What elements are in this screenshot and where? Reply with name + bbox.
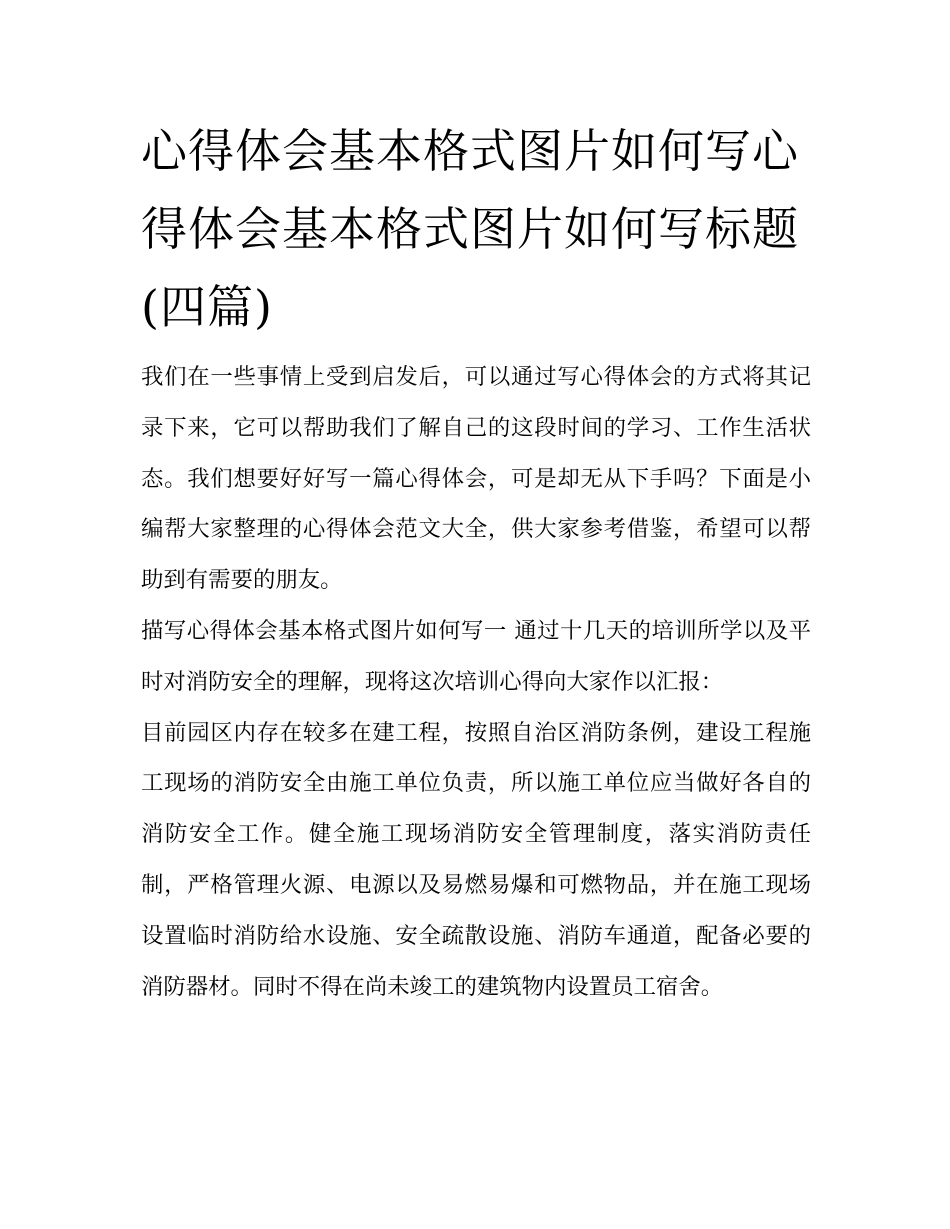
intro-paragraph: 我们在一些事情上受到启发后，可以通过写心得体会的方式将其记录下来，它可以帮助我们了解自己的这段时间的学习、工作生活状态。我们想要好好写一篇心得体会，可是却无从下手吗？下面是小编帮大家整理的心得体会范文大全，供大家参考借鉴，希望可以帮助到有需要的朋友。 (141, 364, 811, 594)
construction-fire-safety-paragraph: 目前园区内存在较多在建工程，按照自治区消防条例，建设工程施工现场的消防安全由施工单位负责，所以施工单位应当做好各自的消防安全工作。健全施工现场消防安全管理制度，落实消防责任制，严格管理火源、电源以及易燃易爆和可燃物品，并在施工现场设置临时消防给水设施、安全疏散设施、消防车通道，配备必要的消防器材。同时不得在尚未竣工的建筑物内设置员工宿舍。 (141, 719, 811, 1000)
document-title: 心得体会基本格式图片如何写心得体会基本格式图片如何写标题(四篇) (141, 124, 799, 334)
document-page (141, 112, 811, 1012)
article-one-opening-paragraph: 描写心得体会基本格式图片如何写一 通过十几天的培训所学以及平时对消防安全的理解，现将这次培训心得向大家作以汇报： (141, 617, 811, 695)
